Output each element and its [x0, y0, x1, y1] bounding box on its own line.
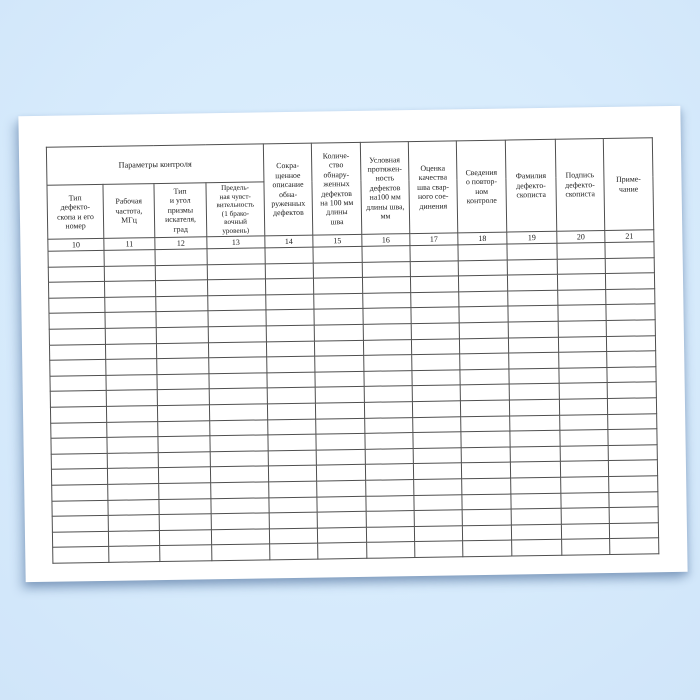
- empty-cell: [557, 274, 605, 290]
- empty-cell: [157, 374, 209, 390]
- empty-cell: [49, 328, 105, 344]
- empty-cell: [317, 480, 366, 496]
- empty-cell: [365, 417, 413, 433]
- column-number-11: 11: [104, 238, 155, 251]
- defectoscopy-journal-table: [46, 137, 659, 563]
- empty-cell: [363, 339, 411, 355]
- empty-cell: [411, 323, 459, 339]
- column-number-10: 10: [48, 238, 104, 251]
- empty-cell: [104, 281, 155, 297]
- empty-cell: [609, 476, 658, 492]
- empty-cell: [157, 358, 209, 374]
- empty-cell: [268, 419, 316, 435]
- empty-cell: [559, 383, 607, 399]
- empty-cell: [364, 355, 412, 371]
- column-number-20: 20: [557, 231, 605, 244]
- empty-cell: [210, 451, 268, 468]
- empty-cell: [366, 526, 414, 542]
- empty-cell: [208, 310, 266, 327]
- empty-cell: [210, 435, 268, 452]
- empty-cell: [459, 338, 508, 354]
- empty-cell: [212, 544, 270, 561]
- empty-cell: [50, 360, 106, 376]
- empty-cell: [507, 243, 557, 259]
- empty-cell: [269, 512, 317, 528]
- empty-cell: [511, 508, 561, 524]
- column-header-13: Предель- ная чувст- вительность (1 брако- вочный уровень): [206, 182, 265, 237]
- empty-cell: [209, 373, 267, 390]
- empty-cell: [561, 523, 609, 539]
- empty-cell: [49, 313, 105, 329]
- empty-cell: [209, 357, 267, 374]
- empty-cell: [268, 450, 316, 466]
- empty-cell: [559, 398, 607, 414]
- column-number-15: 15: [313, 234, 362, 247]
- empty-cell: [363, 292, 411, 308]
- empty-cell: [314, 324, 363, 340]
- empty-cell: [266, 325, 314, 341]
- empty-cell: [104, 265, 155, 281]
- table-body: [48, 242, 659, 563]
- empty-cell: [313, 246, 362, 262]
- empty-cell: [318, 543, 367, 559]
- empty-cell: [462, 509, 511, 525]
- empty-cell: [48, 250, 104, 266]
- empty-cell: [458, 275, 507, 291]
- empty-cell: [109, 546, 160, 562]
- empty-cell: [157, 405, 209, 421]
- empty-cell: [107, 421, 158, 437]
- empty-cell: [561, 508, 609, 524]
- empty-cell: [317, 511, 366, 527]
- empty-cell: [461, 416, 510, 432]
- empty-cell: [265, 278, 313, 294]
- empty-cell: [458, 260, 507, 276]
- empty-cell: [51, 438, 107, 454]
- empty-cell: [460, 369, 509, 385]
- empty-cell: [315, 371, 364, 387]
- column-header-17: Оценка качества шва свар- ного сое- динения: [408, 141, 457, 234]
- empty-cell: [509, 352, 559, 368]
- empty-cell: [209, 404, 267, 421]
- empty-cell: [158, 420, 210, 436]
- empty-cell: [606, 320, 655, 336]
- empty-cell: [158, 451, 210, 467]
- empty-cell: [509, 368, 559, 384]
- empty-cell: [363, 324, 411, 340]
- empty-cell: [461, 462, 510, 478]
- empty-cell: [412, 370, 460, 386]
- empty-cell: [266, 341, 314, 357]
- empty-cell: [609, 522, 658, 538]
- empty-cell: [158, 436, 210, 452]
- empty-cell: [510, 462, 560, 478]
- empty-cell: [315, 387, 364, 403]
- empty-cell: [159, 483, 211, 499]
- empty-cell: [508, 321, 558, 337]
- empty-cell: [156, 327, 208, 343]
- empty-cell: [607, 398, 656, 414]
- empty-cell: [366, 495, 414, 511]
- empty-cell: [49, 297, 105, 313]
- empty-cell: [557, 243, 605, 259]
- column-header-10: Тип дефекто- скопа и его номер: [47, 184, 104, 239]
- empty-cell: [160, 545, 212, 561]
- empty-cell: [366, 511, 414, 527]
- column-header-19: Фамилия дефекто- скописта: [505, 139, 556, 232]
- empty-cell: [209, 388, 267, 405]
- empty-cell: [210, 419, 268, 436]
- empty-cell: [560, 430, 608, 446]
- empty-cell: [605, 273, 654, 289]
- empty-cell: [159, 514, 211, 530]
- column-number-14: 14: [265, 235, 313, 248]
- empty-cell: [316, 465, 365, 481]
- column-header-11: Рабочая частота, МГц: [103, 184, 155, 239]
- empty-cell: [106, 390, 157, 406]
- empty-cell: [367, 542, 415, 558]
- empty-cell: [316, 418, 365, 434]
- empty-cell: [208, 295, 266, 312]
- empty-cell: [511, 477, 561, 493]
- empty-cell: [608, 444, 657, 460]
- empty-cell: [364, 370, 412, 386]
- empty-cell: [108, 530, 159, 546]
- empty-cell: [155, 264, 207, 280]
- empty-cell: [267, 372, 315, 388]
- empty-cell: [607, 351, 656, 367]
- column-header-20: Подпись дефекто- скописта: [555, 139, 604, 232]
- empty-cell: [52, 484, 108, 500]
- empty-cell: [51, 422, 107, 438]
- column-number-16: 16: [362, 234, 410, 247]
- empty-cell: [414, 494, 462, 510]
- column-header-18: Сведения о повтор- ном контроле: [456, 140, 506, 233]
- empty-cell: [557, 258, 605, 274]
- empty-cell: [607, 382, 656, 398]
- empty-cell: [210, 466, 268, 483]
- empty-cell: [208, 326, 266, 343]
- empty-cell: [314, 293, 363, 309]
- empty-cell: [211, 482, 269, 499]
- empty-cell: [106, 359, 157, 375]
- empty-cell: [608, 429, 657, 445]
- empty-cell: [313, 278, 362, 294]
- empty-cell: [211, 497, 269, 514]
- empty-cell: [461, 431, 510, 447]
- empty-cell: [106, 374, 157, 390]
- empty-cell: [413, 463, 461, 479]
- empty-cell: [108, 515, 159, 531]
- empty-cell: [48, 282, 104, 298]
- empty-cell: [510, 430, 560, 446]
- empty-cell: [105, 343, 156, 359]
- empty-cell: [314, 309, 363, 325]
- empty-cell: [511, 493, 561, 509]
- empty-cell: [156, 342, 208, 358]
- empty-cell: [366, 479, 414, 495]
- document-sheet: [18, 106, 687, 582]
- empty-cell: [362, 261, 410, 277]
- empty-cell: [607, 366, 656, 382]
- empty-cell: [410, 260, 458, 276]
- empty-cell: [362, 246, 410, 262]
- empty-cell: [414, 510, 462, 526]
- empty-cell: [410, 245, 458, 261]
- empty-cell: [508, 290, 558, 306]
- empty-cell: [561, 492, 609, 508]
- column-header-15: Количе- ство обнару- женных дефектов на 100 мм длины шва: [311, 142, 361, 235]
- empty-cell: [558, 305, 606, 321]
- empty-cell: [460, 400, 509, 416]
- empty-cell: [51, 453, 107, 469]
- empty-cell: [265, 263, 313, 279]
- empty-cell: [268, 434, 316, 450]
- empty-cell: [461, 447, 510, 463]
- empty-cell: [509, 399, 559, 415]
- empty-cell: [512, 540, 562, 556]
- empty-cell: [362, 277, 410, 293]
- empty-cell: [314, 340, 363, 356]
- column-number-12: 12: [155, 237, 207, 250]
- empty-cell: [508, 306, 558, 322]
- empty-cell: [156, 311, 208, 327]
- empty-cell: [106, 406, 157, 422]
- column-number-17: 17: [410, 233, 458, 246]
- empty-cell: [211, 529, 269, 546]
- group-header-control-parameters: Параметры контроля: [46, 144, 264, 185]
- empty-cell: [316, 433, 365, 449]
- empty-cell: [104, 250, 155, 266]
- empty-cell: [559, 352, 607, 368]
- empty-cell: [559, 367, 607, 383]
- empty-cell: [609, 491, 658, 507]
- empty-cell: [606, 304, 655, 320]
- empty-cell: [265, 247, 313, 263]
- empty-cell: [462, 494, 511, 510]
- empty-cell: [52, 531, 108, 547]
- empty-cell: [269, 481, 317, 497]
- empty-cell: [48, 266, 104, 282]
- empty-cell: [606, 289, 655, 305]
- empty-cell: [509, 384, 559, 400]
- empty-cell: [510, 415, 560, 431]
- empty-cell: [50, 375, 106, 391]
- empty-cell: [606, 335, 655, 351]
- empty-cell: [267, 403, 315, 419]
- empty-cell: [558, 336, 606, 352]
- empty-cell: [412, 401, 460, 417]
- empty-cell: [412, 385, 460, 401]
- empty-cell: [411, 338, 459, 354]
- empty-cell: [558, 289, 606, 305]
- empty-cell: [315, 355, 364, 371]
- empty-cell: [207, 248, 265, 265]
- empty-cell: [266, 309, 314, 325]
- empty-cell: [107, 468, 158, 484]
- empty-cell: [266, 294, 314, 310]
- empty-cell: [208, 341, 266, 358]
- empty-cell: [459, 322, 508, 338]
- empty-cell: [157, 389, 209, 405]
- empty-cell: [605, 257, 654, 273]
- empty-cell: [363, 308, 411, 324]
- empty-cell: [53, 547, 109, 563]
- empty-cell: [269, 528, 317, 544]
- empty-cell: [507, 274, 557, 290]
- empty-cell: [410, 276, 458, 292]
- empty-cell: [458, 244, 507, 260]
- column-number-19: 19: [507, 231, 557, 244]
- empty-cell: [462, 478, 511, 494]
- empty-cell: [315, 402, 364, 418]
- empty-cell: [107, 437, 158, 453]
- empty-cell: [507, 259, 557, 275]
- empty-cell: [412, 354, 460, 370]
- empty-cell: [52, 515, 108, 531]
- empty-cell: [511, 524, 561, 540]
- empty-cell: [158, 467, 210, 483]
- empty-cell: [156, 296, 208, 312]
- empty-cell: [460, 384, 509, 400]
- empty-cell: [108, 499, 159, 515]
- empty-cell: [50, 391, 106, 407]
- empty-cell: [49, 344, 105, 360]
- column-header-14: Сокра- щенное описание обна- руженных дефектов: [263, 143, 312, 236]
- column-header-21: Приме- чание: [603, 138, 653, 231]
- empty-cell: [610, 538, 659, 554]
- empty-cell: [316, 449, 365, 465]
- empty-cell: [462, 525, 511, 541]
- empty-cell: [605, 242, 654, 258]
- empty-cell: [609, 507, 658, 523]
- empty-cell: [413, 416, 461, 432]
- empty-cell: [463, 540, 512, 556]
- column-header-12: Тип и угол призмы искателя, град: [154, 183, 207, 238]
- empty-cell: [508, 337, 558, 353]
- empty-cell: [364, 386, 412, 402]
- empty-cell: [159, 529, 211, 545]
- empty-cell: [317, 496, 366, 512]
- empty-cell: [365, 448, 413, 464]
- empty-cell: [365, 433, 413, 449]
- empty-cell: [560, 461, 608, 477]
- empty-cell: [267, 356, 315, 372]
- empty-cell: [558, 320, 606, 336]
- empty-cell: [365, 464, 413, 480]
- empty-cell: [317, 527, 366, 543]
- empty-cell: [414, 479, 462, 495]
- empty-cell: [413, 432, 461, 448]
- empty-cell: [411, 292, 459, 308]
- empty-cell: [207, 279, 265, 296]
- empty-cell: [561, 476, 609, 492]
- empty-cell: [108, 483, 159, 499]
- empty-cell: [562, 539, 610, 555]
- empty-cell: [155, 249, 207, 265]
- empty-cell: [413, 448, 461, 464]
- empty-cell: [269, 497, 317, 513]
- empty-cell: [459, 306, 508, 322]
- empty-cell: [270, 543, 318, 559]
- empty-cell: [268, 465, 316, 481]
- column-header-16: Условная протяжен- ность дефектов на100 мм длины шва, мм: [360, 142, 409, 235]
- table-header: [46, 138, 654, 252]
- column-number-18: 18: [458, 232, 507, 245]
- empty-cell: [211, 513, 269, 530]
- empty-cell: [105, 296, 156, 312]
- empty-cell: [364, 402, 412, 418]
- empty-cell: [267, 387, 315, 403]
- empty-cell: [107, 452, 158, 468]
- empty-cell: [560, 414, 608, 430]
- empty-cell: [313, 262, 362, 278]
- empty-cell: [560, 445, 608, 461]
- empty-cell: [459, 291, 508, 307]
- empty-cell: [414, 525, 462, 541]
- empty-cell: [207, 263, 265, 280]
- empty-cell: [50, 406, 106, 422]
- empty-cell: [105, 328, 156, 344]
- empty-cell: [608, 413, 657, 429]
- empty-cell: [411, 307, 459, 323]
- empty-cell: [510, 446, 560, 462]
- empty-cell: [460, 353, 509, 369]
- empty-cell: [608, 460, 657, 476]
- column-number-21: 21: [605, 230, 654, 243]
- empty-cell: [155, 280, 207, 296]
- empty-cell: [105, 312, 156, 328]
- empty-cell: [51, 469, 107, 485]
- column-number-13: 13: [207, 236, 265, 249]
- empty-cell: [159, 498, 211, 514]
- empty-cell: [52, 500, 108, 516]
- empty-cell: [415, 541, 463, 557]
